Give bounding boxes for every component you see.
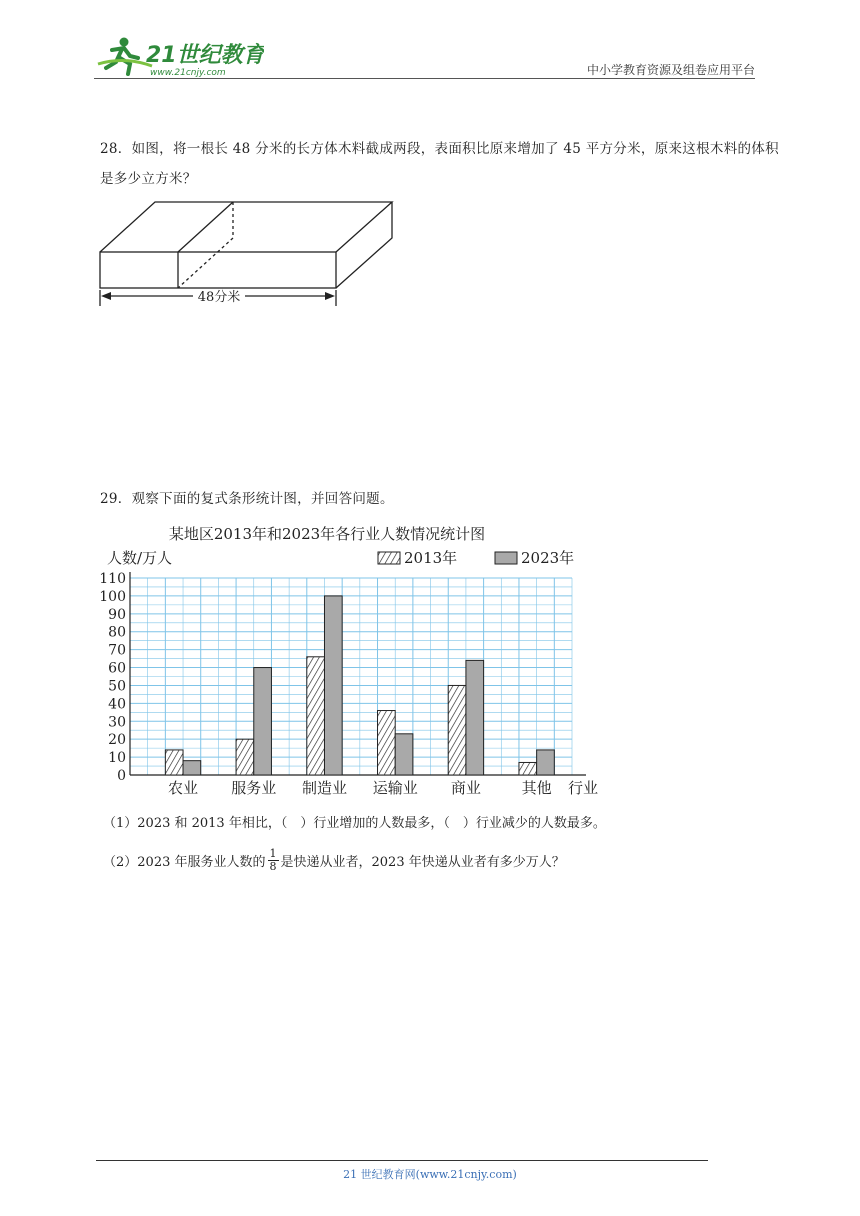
bar-2013年-商业 [448,685,466,775]
legend-label: 2023年 [521,549,575,567]
y-tick-label: 10 [108,750,126,767]
bar-2013年-服务业 [236,739,254,775]
y-tick-labels [99,571,126,784]
x-tick-label: 商业 [450,779,481,797]
y-tick-label: 50 [108,678,126,695]
part-2-before: （2）2023 年服务业人数的 [103,855,266,870]
bar-2023年-制造业 [324,596,342,775]
y-tick-label: 30 [108,714,126,731]
fraction [268,848,279,873]
x-tick-label: 制造业 [301,779,347,797]
logo-text: 21世纪教育 [146,43,264,68]
bar-2013年-制造业 [307,657,325,775]
y-tick-label: 40 [108,696,126,713]
y-tick-label: 60 [108,660,126,677]
y-tick-label: 80 [108,624,126,641]
bar-2023年-农业 [183,761,201,775]
bar-2023年-运输业 [395,734,413,775]
x-axis-label: 行业 [567,779,599,797]
x-tick-labels [168,779,552,797]
fraction-numerator: 1 [269,847,277,860]
part-2-after: 是快递从业者，2023 年快递从业者有多少万人？ [280,855,565,870]
question-29-part-1: （1）2023 和 2013 年相比，（ ）行业增加的人数最多，（ ）行业减少的人数最多。 [103,816,606,831]
legend-swatch [495,552,517,564]
fraction-denominator: 8 [269,860,277,873]
legend-swatch [378,552,400,564]
y-tick-label: 90 [108,606,126,623]
question-29-text: 29．观察下面的复式条形统计图，并回答问题。 [100,491,394,507]
chart-title: 某地区2013年和2023年各行业人数情况统计图 [168,525,486,543]
x-tick-label: 服务业 [231,779,277,797]
y-tick-label: 110 [99,571,126,587]
runner-icon [98,38,152,75]
chart-legend [378,549,574,567]
x-tick-label: 农业 [168,779,199,797]
site-name: 中小学教育资源及组卷应用平台 [586,63,755,77]
footer-text: 21 世纪教育网(www.21cnjy.com) [343,1168,517,1181]
x-tick-label: 运输业 [372,779,418,797]
question-29-part-2 [103,848,565,873]
legend-label: 2013年 [404,549,458,567]
y-tick-label: 70 [108,642,126,659]
y-tick-label: 20 [108,732,126,749]
y-axis-label: 人数/万人 [107,549,173,567]
chart-grid [130,572,586,775]
bar-2023年-商业 [466,660,484,775]
x-tick-label: 其他 [521,779,552,797]
footer-divider [96,1160,708,1161]
bar-2023年-服务业 [254,668,272,775]
bar-2023年-其他 [537,750,555,775]
cuboid-diagram [95,198,400,313]
length-label: 48分米 [197,290,241,305]
bar-2013年-其他 [519,762,537,775]
y-tick-label: 0 [117,768,126,784]
bar-2013年-农业 [165,750,183,775]
logo-url: www.21cnjy.com [150,68,226,78]
question-28-text: 28．如图，将一根长 48 分米的长方体木料截成两段，表面积比原来增加了 45 平方分米，原来这根木料的体积是多少立方米？ [100,141,779,187]
bar-chart [95,515,615,805]
header-divider [94,78,755,79]
site-logo [94,34,264,78]
y-tick-label: 100 [99,588,126,605]
bar-2013年-运输业 [378,711,396,775]
